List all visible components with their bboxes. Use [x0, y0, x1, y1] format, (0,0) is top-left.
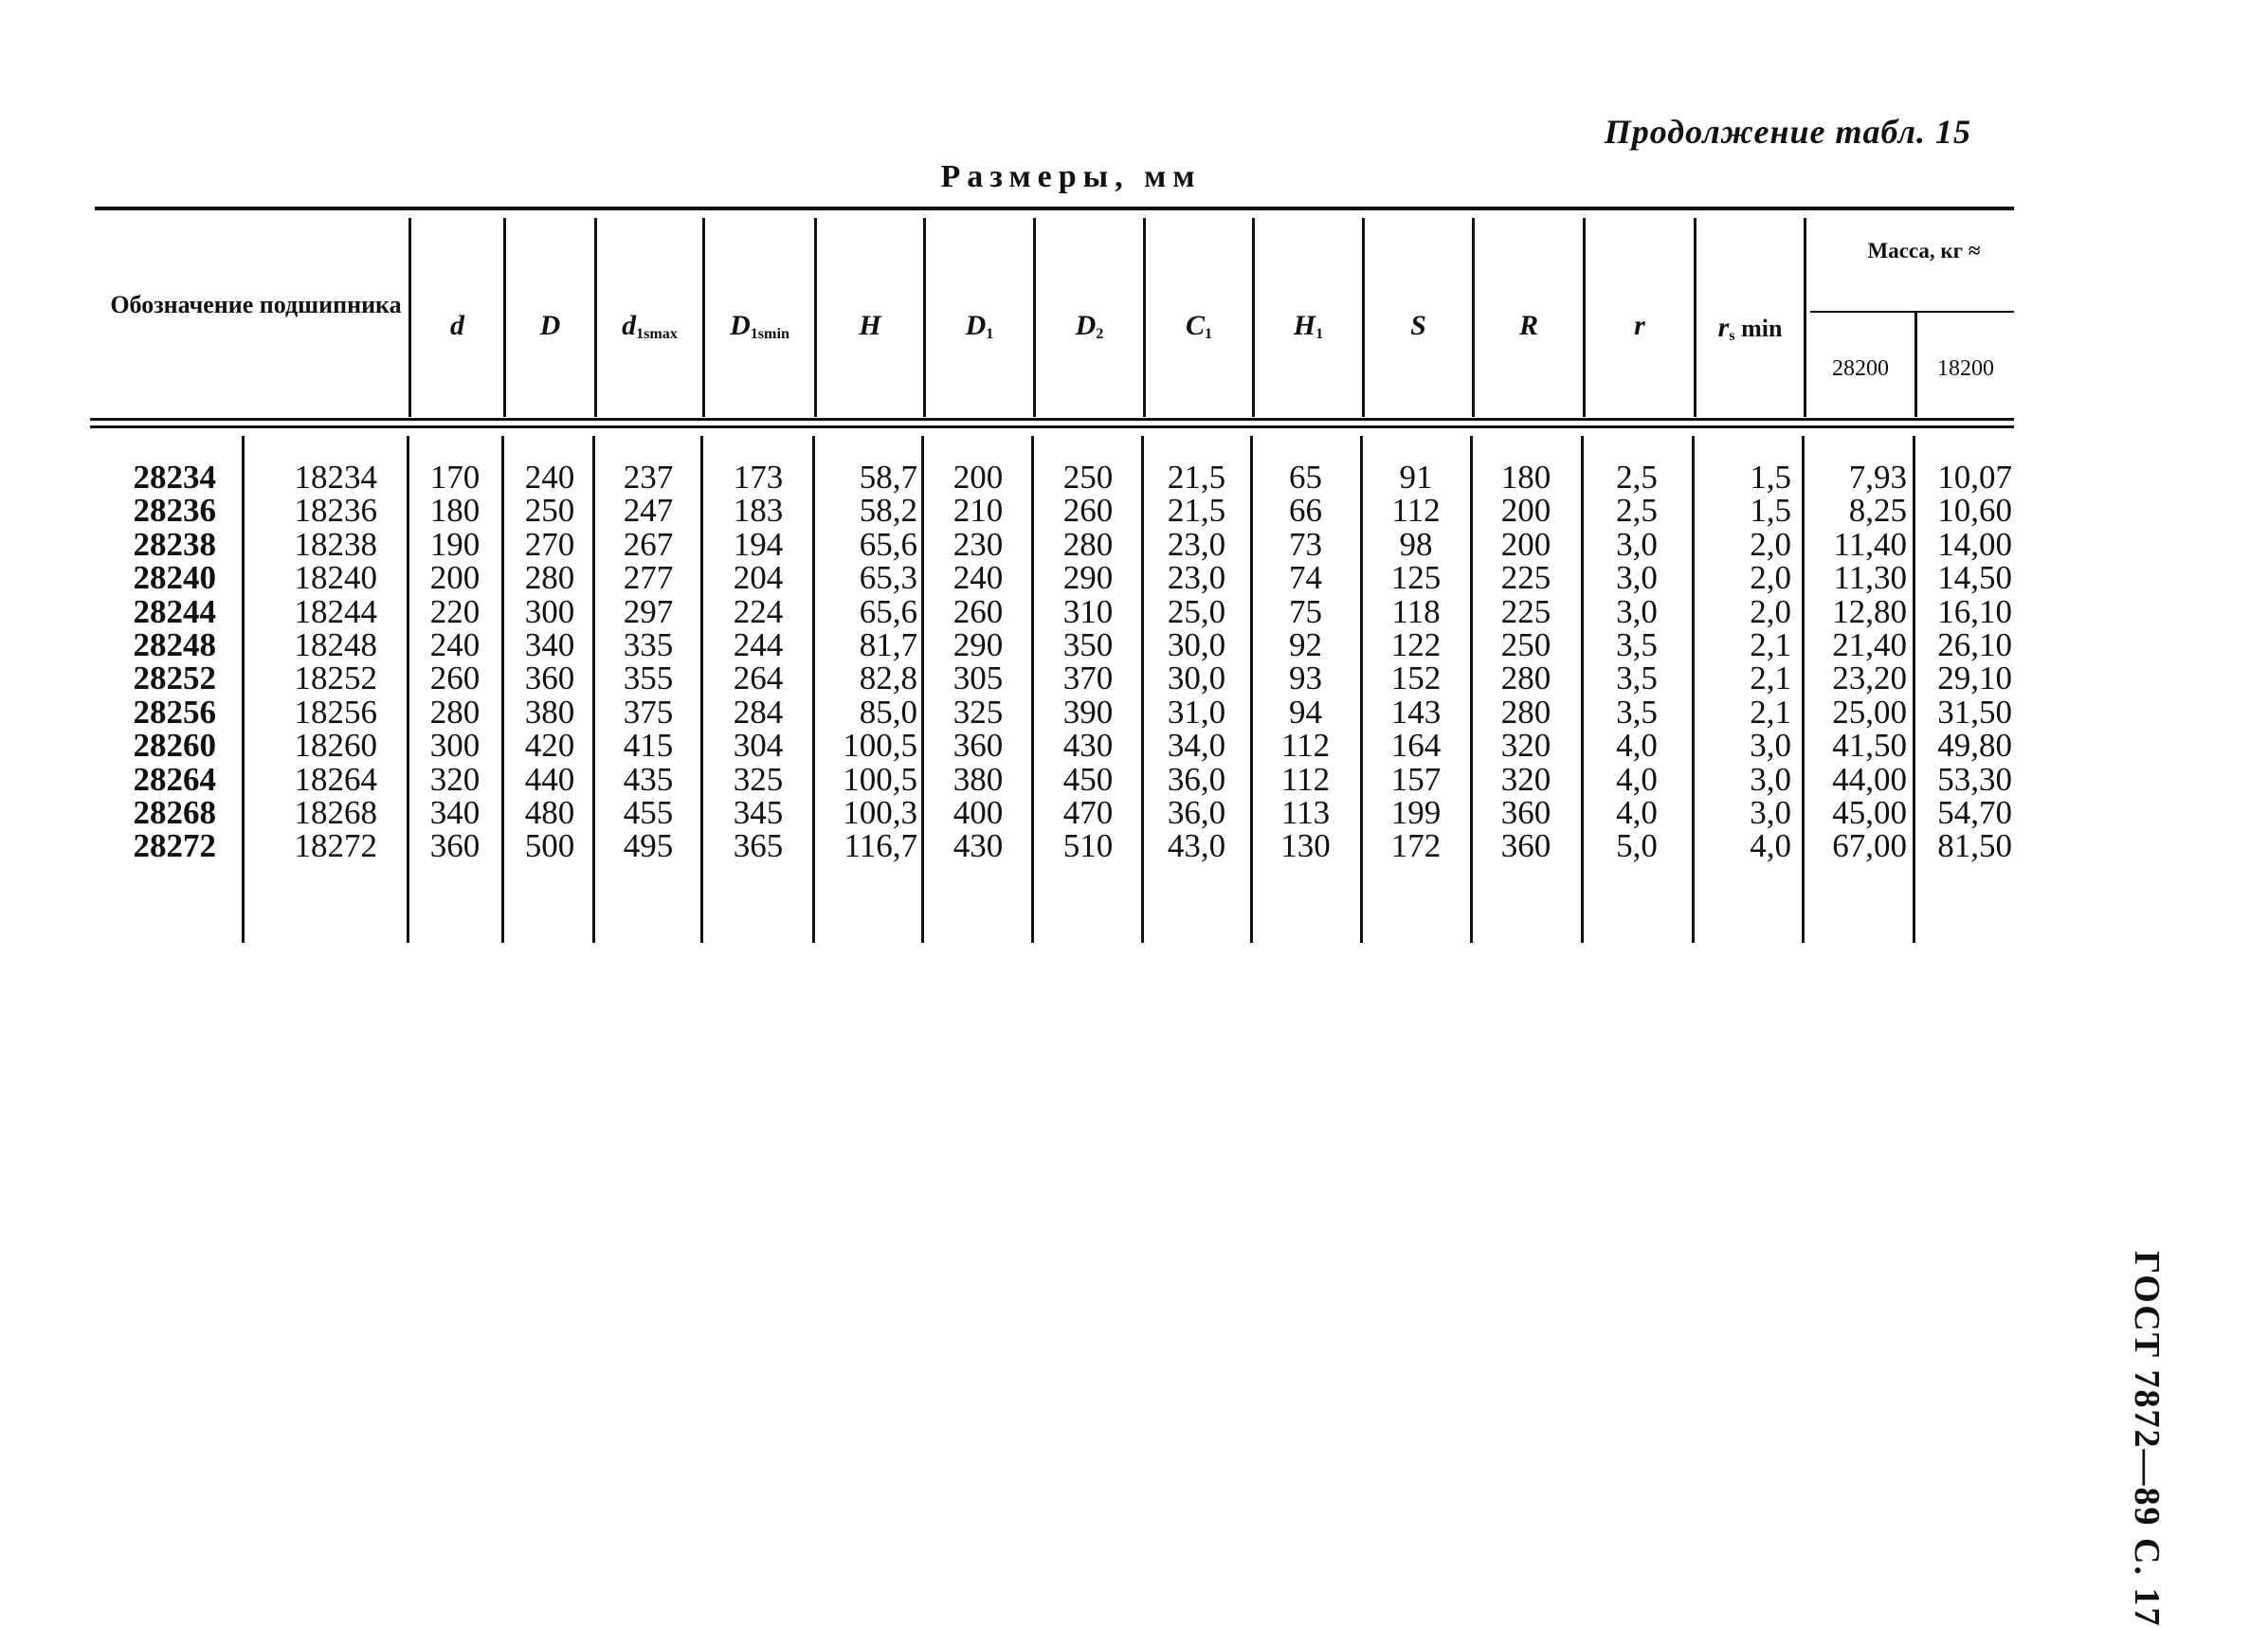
- table-cell: 180: [1500, 459, 1551, 496]
- table-cell: 1,5: [1750, 492, 1791, 530]
- table-cell: 21,40: [1832, 625, 1907, 663]
- table-cell: 450: [1062, 760, 1114, 798]
- table-cell: 10,07: [1937, 459, 2012, 496]
- table-cell: 30,0: [1167, 660, 1226, 697]
- header-C1: $C_1$: [1185, 310, 1213, 343]
- table-cell: 510: [1062, 827, 1114, 865]
- table-cell: 194: [733, 525, 784, 563]
- table-cell: 116,7: [844, 827, 917, 865]
- table-cell: 41,50: [1832, 727, 1907, 765]
- table-cell: 58,2: [859, 492, 917, 530]
- table-cell: 28272: [133, 827, 216, 865]
- table-cell: 325: [733, 760, 784, 798]
- table-cell: 18238: [294, 525, 377, 563]
- table-cell: 28256: [133, 693, 216, 731]
- table-cell: 25,00: [1832, 693, 1907, 731]
- table-cell: 204: [733, 559, 784, 597]
- table-cell: 18240: [294, 559, 377, 597]
- table-cell: 18252: [294, 660, 377, 697]
- table-cell: 36,0: [1167, 793, 1226, 831]
- table-cell: 10,60: [1937, 492, 2012, 530]
- table-cell: 173: [733, 459, 784, 496]
- table-cell: 2,5: [1616, 492, 1658, 530]
- table-cell: 340: [524, 625, 575, 663]
- table-cell: 320: [429, 760, 481, 798]
- table-cell: 11,30: [1833, 559, 1907, 597]
- table-cell: 65,3: [859, 559, 917, 597]
- table-cell: 420: [524, 727, 575, 765]
- standard-stamp: ГОСТ 7872—89 С. 17: [2127, 1251, 2167, 1627]
- table-cell: 1,5: [1750, 459, 1791, 496]
- table-cell: 340: [429, 793, 481, 831]
- table-cell: 100,5: [843, 760, 917, 798]
- table-row: [0, 559, 2268, 597]
- table-cell: 125: [1390, 559, 1442, 597]
- table-cell: 28248: [133, 625, 216, 663]
- table-cell: 152: [1390, 660, 1442, 697]
- table-cell: 2,1: [1750, 625, 1791, 663]
- table-cell: 75: [1289, 592, 1322, 630]
- table-cell: 30,0: [1167, 625, 1226, 663]
- table-cell: 31,50: [1937, 693, 2012, 731]
- table-cell: 118: [1391, 592, 1441, 630]
- table-cell: 260: [1062, 492, 1114, 530]
- table-cell: 18248: [294, 625, 377, 663]
- table-cell: 360: [429, 827, 481, 865]
- table-cell: 3,0: [1616, 525, 1658, 563]
- table-cell: 290: [953, 625, 1004, 663]
- table-cell: 4,0: [1616, 793, 1658, 831]
- table-row: [0, 760, 2268, 798]
- table-cell: 430: [953, 827, 1004, 865]
- header-designation: Обозначение подшипника: [110, 291, 402, 318]
- table-cell: 300: [429, 727, 481, 765]
- table-cell: 3,5: [1616, 625, 1658, 663]
- table-cell: 65: [1289, 459, 1322, 496]
- table-cell: 360: [1500, 827, 1551, 865]
- table-cell: 370: [1062, 660, 1114, 697]
- table-cell: 297: [623, 592, 674, 630]
- table-cell: 28238: [133, 525, 216, 563]
- table-cell: 415: [623, 727, 674, 765]
- table-row: [0, 827, 2268, 865]
- header-r: r: [1634, 310, 1645, 341]
- table-cell: 28244: [133, 592, 216, 630]
- table-cell: 65,6: [859, 525, 917, 563]
- table-cell: 455: [623, 793, 674, 831]
- table-row: [0, 461, 2268, 494]
- table-cell: 224: [733, 592, 784, 630]
- table-cell: 4,0: [1616, 727, 1658, 765]
- header-H1: $H_1$: [1293, 310, 1324, 343]
- table-cell: 91: [1399, 459, 1433, 496]
- table-cell: 230: [953, 525, 1004, 563]
- table-cell: 73: [1289, 525, 1322, 563]
- table-cell: 2,0: [1750, 525, 1791, 563]
- table-cell: 250: [524, 492, 575, 530]
- table-cell: 435: [623, 760, 674, 798]
- table-cell: 93: [1289, 660, 1322, 697]
- table-cell: 225: [1500, 559, 1551, 597]
- header-mass-18200: 18200: [1937, 356, 1994, 381]
- table-cell: 28264: [133, 760, 216, 798]
- table-cell: 81,50: [1937, 827, 2012, 865]
- table-cell: 18260: [294, 727, 377, 765]
- table-cell: 200: [429, 559, 481, 597]
- table-cell: 18236: [294, 492, 377, 530]
- header-D: D: [539, 310, 561, 341]
- table-cell: 310: [1062, 592, 1114, 630]
- col-divider: [1804, 218, 1806, 417]
- table-cell: 260: [429, 660, 481, 697]
- table-cell: 300: [524, 592, 575, 630]
- table-cell: 284: [733, 693, 784, 731]
- table-cell: 58,7: [859, 459, 917, 496]
- table-cell: 190: [429, 525, 481, 563]
- table-cell: 21,5: [1167, 492, 1226, 530]
- table-cell: 280: [1500, 693, 1551, 731]
- continuation-label: Продолжение табл. 15: [1604, 113, 1971, 151]
- table-cell: 280: [429, 693, 481, 731]
- table-cell: 113: [1280, 793, 1331, 831]
- header-D1smin: $D_{1smin}$: [730, 310, 789, 343]
- header-mass: Масса, кг ≈: [1867, 239, 1981, 262]
- table-cell: 380: [524, 693, 575, 731]
- header-rsmin: $r_s$ min: [1717, 312, 1783, 345]
- table-cell: 360: [953, 727, 1004, 765]
- table-cell: 18256: [294, 693, 377, 731]
- table-cell: 200: [953, 459, 1004, 496]
- table-cell: 18264: [294, 760, 377, 798]
- table-cell: 170: [429, 459, 481, 496]
- table-cell: 25,0: [1167, 592, 1226, 630]
- table-cell: 280: [524, 559, 575, 597]
- table-cell: 365: [733, 827, 784, 865]
- table-cell: 18244: [294, 592, 377, 630]
- table-cell: 3,0: [1750, 727, 1791, 765]
- table-cell: 430: [1062, 727, 1114, 765]
- table-cell: 92: [1289, 625, 1322, 663]
- table-cell: 53,30: [1937, 760, 2012, 798]
- table-row: [0, 693, 2268, 731]
- table-cell: 3,5: [1616, 693, 1658, 731]
- table-cell: 2,5: [1616, 459, 1658, 496]
- table-cell: 199: [1390, 793, 1442, 831]
- table-cell: 2,0: [1750, 592, 1791, 630]
- table-cell: 2,1: [1750, 693, 1791, 731]
- table-cell: 2,1: [1750, 660, 1791, 697]
- table-cell: 320: [1500, 727, 1551, 765]
- table-cell: 112: [1280, 760, 1331, 798]
- table-cell: 23,0: [1167, 525, 1226, 563]
- table-cell: 345: [733, 793, 784, 831]
- table-cell: 16,10: [1937, 592, 2012, 630]
- table-cell: 244: [733, 625, 784, 663]
- table-cell: 11,40: [1833, 525, 1907, 563]
- table-cell: 4,0: [1750, 827, 1791, 865]
- dimensions-title: Размеры, мм: [940, 159, 1202, 194]
- table-cell: 122: [1390, 625, 1442, 663]
- table-cell: 67,00: [1832, 827, 1907, 865]
- table-cell: 31,0: [1167, 693, 1226, 731]
- table-cell: 390: [1062, 693, 1114, 731]
- table-row: [0, 793, 2268, 831]
- table-cell: 7,93: [1848, 459, 1907, 496]
- table-cell: 250: [1062, 459, 1114, 496]
- table-cell: 23,0: [1167, 559, 1226, 597]
- table-cell: 350: [1062, 625, 1114, 663]
- table-cell: 3,5: [1616, 660, 1658, 697]
- table-cell: 100,3: [843, 793, 917, 831]
- header-bottom-rule-2: [90, 425, 2014, 428]
- table-cell: 82,8: [859, 660, 917, 697]
- header-D2: $D_2$: [1075, 310, 1104, 343]
- table-cell: 28260: [133, 727, 216, 765]
- table-cell: 210: [953, 492, 1004, 530]
- table-cell: 18234: [294, 459, 377, 496]
- table-cell: 380: [953, 760, 1004, 798]
- table-cell: 94: [1289, 693, 1322, 731]
- table-cell: 85,0: [859, 693, 917, 731]
- table-cell: 43,0: [1167, 827, 1226, 865]
- table-cell: 164: [1390, 727, 1442, 765]
- table-body: [0, 461, 2268, 863]
- table-cell: 250: [1500, 625, 1551, 663]
- table-cell: 5,0: [1616, 827, 1658, 865]
- table-cell: 290: [1062, 559, 1114, 597]
- table-cell: 14,50: [1937, 559, 2012, 597]
- table-row: [0, 625, 2268, 663]
- table-top-rule: [95, 207, 2014, 210]
- table-cell: 237: [623, 459, 674, 496]
- table-cell: 247: [623, 492, 674, 530]
- table-cell: 2,0: [1750, 559, 1791, 597]
- table-cell: 3,0: [1750, 793, 1791, 831]
- table-cell: 277: [623, 559, 674, 597]
- table-cell: 143: [1390, 693, 1442, 731]
- table-cell: 320: [1500, 760, 1551, 798]
- table-cell: 480: [524, 793, 575, 831]
- table-cell: 45,00: [1832, 793, 1907, 831]
- table-cell: 130: [1280, 827, 1331, 865]
- table-cell: 74: [1289, 559, 1322, 597]
- table-cell: 12,80: [1832, 592, 1907, 630]
- header-bottom-rule: [90, 418, 2014, 421]
- table-cell: 18272: [294, 827, 377, 865]
- table-cell: 98: [1399, 525, 1433, 563]
- table-cell: 44,00: [1832, 760, 1907, 798]
- table-cell: 200: [1500, 492, 1551, 530]
- table-cell: 240: [953, 559, 1004, 597]
- table-cell: 3,0: [1616, 592, 1658, 630]
- table-row: [0, 661, 2268, 695]
- table-cell: 220: [429, 592, 481, 630]
- table-cell: 360: [524, 660, 575, 697]
- table-cell: 280: [1500, 660, 1551, 697]
- table-cell: 260: [953, 592, 1004, 630]
- mass-subheader-rule: [1810, 311, 2014, 313]
- header-S: S: [1410, 310, 1426, 341]
- table-cell: 28240: [133, 559, 216, 597]
- table-cell: 3,0: [1750, 760, 1791, 798]
- table-cell: 28234: [133, 459, 216, 496]
- table-cell: 26,10: [1937, 625, 2012, 663]
- table-cell: 112: [1280, 727, 1331, 765]
- table-cell: 21,5: [1167, 459, 1226, 496]
- table-row: [0, 727, 2268, 765]
- table-cell: 360: [1500, 793, 1551, 831]
- table-cell: 325: [953, 693, 1004, 731]
- header-d1smax: $d_{1smax}$: [622, 310, 678, 343]
- table-cell: 335: [623, 625, 674, 663]
- table-cell: 66: [1289, 492, 1322, 530]
- table-row: [0, 492, 2268, 530]
- table-cell: 280: [1062, 525, 1114, 563]
- table-cell: 470: [1062, 793, 1114, 831]
- table-cell: 180: [429, 492, 481, 530]
- table-cell: 100,5: [843, 727, 917, 765]
- table-cell: 4,0: [1616, 760, 1658, 798]
- header-H: H: [859, 310, 881, 341]
- table-cell: 23,20: [1832, 660, 1907, 697]
- table-cell: 81,7: [859, 625, 917, 663]
- table-cell: 375: [623, 693, 674, 731]
- table-cell: 54,70: [1937, 793, 2012, 831]
- header-d: d: [450, 310, 464, 341]
- table-cell: 34,0: [1167, 727, 1226, 765]
- table-cell: 264: [733, 660, 784, 697]
- table-cell: 270: [524, 525, 575, 563]
- table-cell: 3,0: [1616, 559, 1658, 597]
- table-cell: 500: [524, 827, 575, 865]
- table-cell: 28268: [133, 793, 216, 831]
- table-cell: 355: [623, 660, 674, 697]
- header-mass-28200: 28200: [1832, 356, 1889, 381]
- table-cell: 36,0: [1167, 760, 1226, 798]
- table-cell: 495: [623, 827, 674, 865]
- table-cell: 240: [429, 625, 481, 663]
- table-cell: 157: [1390, 760, 1442, 798]
- table-row: [0, 525, 2268, 563]
- table-cell: 112: [1391, 492, 1441, 530]
- table-cell: 304: [733, 727, 784, 765]
- header-R: R: [1518, 310, 1538, 341]
- table-cell: 240: [524, 459, 575, 496]
- table-cell: 225: [1500, 592, 1551, 630]
- table-cell: 267: [623, 525, 674, 563]
- table-cell: 305: [953, 660, 1004, 697]
- table-cell: 65,6: [859, 592, 917, 630]
- table-cell: 49,80: [1937, 727, 2012, 765]
- table-cell: 18268: [294, 793, 377, 831]
- table-cell: 200: [1500, 525, 1551, 563]
- table-cell: 14,00: [1937, 525, 2012, 563]
- table-row: [0, 592, 2268, 630]
- table-cell: 400: [953, 793, 1004, 831]
- table-cell: 8,25: [1848, 492, 1907, 530]
- table-cell: 183: [733, 492, 784, 530]
- table-cell: 28236: [133, 492, 216, 530]
- table-cell: 172: [1390, 827, 1442, 865]
- header-D1: $D_1$: [965, 310, 994, 343]
- table-cell: 28252: [133, 660, 216, 697]
- table-cell: 29,10: [1937, 660, 2012, 697]
- table-cell: 440: [524, 760, 575, 798]
